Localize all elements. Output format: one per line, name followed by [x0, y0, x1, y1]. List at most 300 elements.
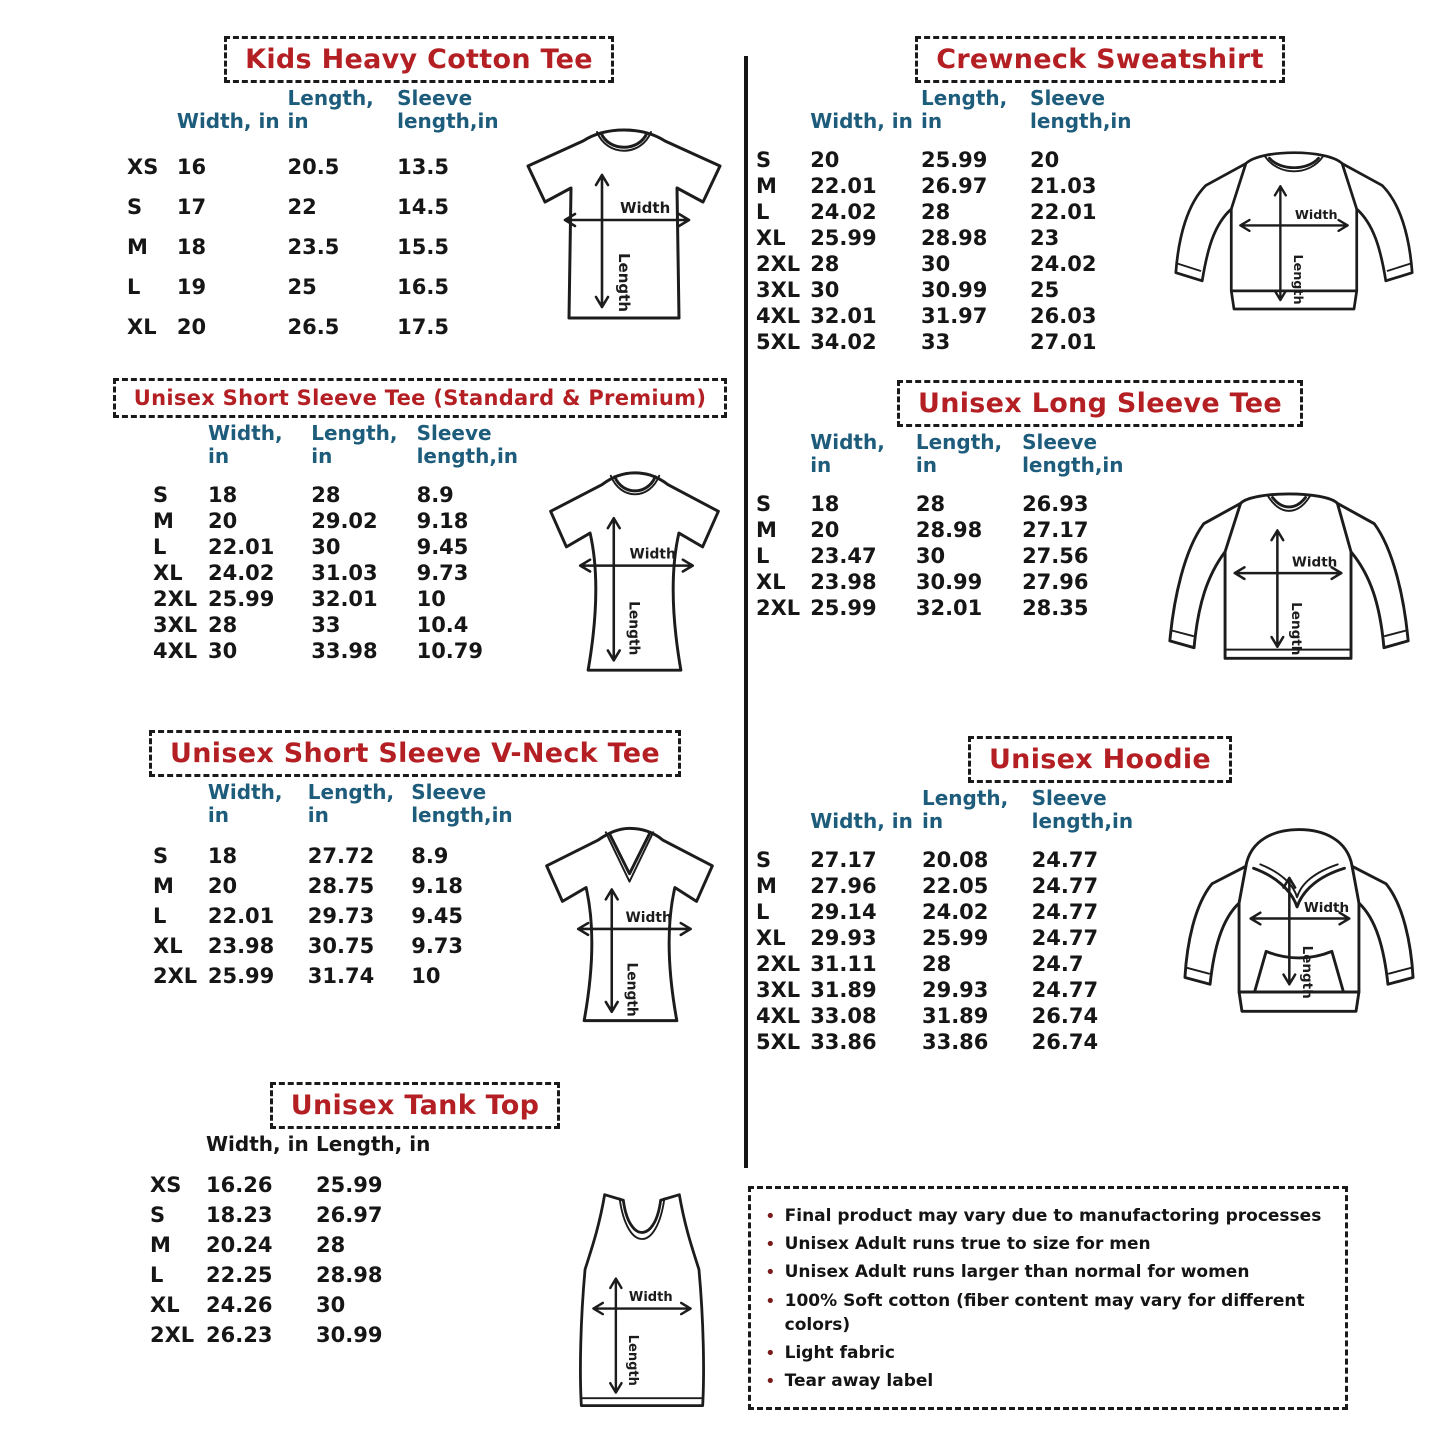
length-value: 26.97 — [316, 1203, 383, 1227]
section-title: Unisex Long Sleeve Tee — [918, 388, 1282, 419]
crewneck-size-table — [756, 87, 1144, 355]
col-header-width: Width, in — [810, 809, 913, 833]
width-value: 23.98 — [207, 934, 275, 958]
size-label: 2XL — [150, 1323, 195, 1347]
width-value: 20 — [810, 148, 840, 172]
width-value: 29.14 — [810, 900, 877, 924]
tank-top-diagram — [558, 1185, 726, 1419]
length-label: Length — [1291, 254, 1306, 305]
sleeve-value: 27.96 — [1022, 570, 1089, 594]
sleeve-value: 24.77 — [1031, 874, 1099, 898]
sleeve-value: 25 — [1030, 278, 1060, 302]
section-title-box — [113, 378, 728, 418]
size-label: XL — [153, 561, 183, 585]
width-value: 26.23 — [206, 1323, 273, 1347]
sleeve-value: 9.18 — [416, 509, 469, 533]
size-row — [153, 931, 517, 961]
bullet-icon: • — [765, 1371, 776, 1393]
sleeve-value: 24.77 — [1031, 926, 1099, 950]
length-value: 31.89 — [921, 1004, 989, 1028]
length-value: 30 — [920, 252, 951, 276]
size-row — [756, 925, 1146, 951]
col-header-sleeve: Sleeve length,in — [1031, 786, 1134, 833]
width-value: 32.01 — [810, 304, 877, 328]
length-value: 22 — [287, 195, 317, 219]
col-header-sleeve: Sleeve length,in — [1022, 430, 1124, 477]
length-label: Length — [1287, 602, 1304, 656]
sleeve-value: 16.5 — [397, 275, 449, 299]
size-row — [756, 303, 1144, 329]
length-value: 32.01 — [311, 587, 378, 611]
sleeve-value: 26.74 — [1031, 1004, 1099, 1028]
size-row — [756, 569, 1134, 595]
kids-tee-diagram — [507, 125, 743, 329]
width-value: 33.08 — [810, 1004, 877, 1028]
size-row — [153, 508, 523, 534]
length-value: 33 — [920, 330, 951, 354]
size-row — [756, 977, 1146, 1003]
note-text: Tear away label — [784, 1371, 934, 1392]
size-label: M — [127, 235, 148, 259]
size-row — [756, 173, 1144, 199]
size-label: XL — [153, 934, 183, 958]
width-value: 18 — [810, 492, 840, 516]
bullet-icon: • — [765, 1234, 776, 1256]
length-value: 30 — [915, 544, 946, 568]
section-unisex-vneck-tee — [95, 730, 735, 1031]
length-value: 28.75 — [307, 874, 375, 898]
width-value: 20 — [176, 315, 207, 339]
col-header-sleeve: Sleeve length,in — [416, 421, 519, 468]
sleeve-value: 9.18 — [411, 874, 464, 898]
size-label: 2XL — [756, 596, 801, 620]
size-row — [153, 901, 517, 931]
width-value: 20.24 — [206, 1233, 273, 1257]
width-value: 16 — [176, 155, 207, 179]
size-label: 4XL — [756, 304, 801, 328]
size-label: 3XL — [756, 978, 801, 1002]
length-value: 28.98 — [316, 1263, 383, 1287]
size-label: 5XL — [756, 1030, 801, 1054]
length-value: 23.5 — [287, 235, 340, 259]
sleeve-value: 27.01 — [1030, 330, 1097, 354]
section-title: Unisex Short Sleeve Tee (Standard & Premium) — [133, 386, 707, 410]
size-row — [153, 961, 517, 991]
size-row — [153, 586, 523, 612]
length-value: 30.75 — [307, 934, 375, 958]
section-title: Kids Heavy Cotton Tee — [245, 44, 593, 75]
width-value: 27.17 — [810, 848, 877, 872]
length-value: 29.02 — [311, 509, 378, 533]
size-row — [153, 841, 517, 871]
size-row — [756, 1029, 1146, 1055]
note-item — [765, 1369, 1331, 1394]
size-label: L — [153, 535, 167, 559]
size-row — [756, 251, 1144, 277]
size-row — [756, 899, 1146, 925]
width-value: 27.96 — [810, 874, 877, 898]
length-value: 28 — [921, 952, 952, 976]
section-title: Unisex Hoodie — [988, 744, 1212, 775]
col-header-length: Length, in — [915, 430, 1003, 477]
size-row — [756, 199, 1144, 225]
length-value: 33 — [311, 613, 341, 637]
col-header-size — [756, 87, 810, 147]
width-label: Width — [1294, 207, 1338, 223]
width-value: 29.93 — [810, 926, 877, 950]
size-row — [756, 873, 1146, 899]
size-row — [756, 225, 1144, 251]
bullet-icon: • — [765, 1206, 776, 1227]
length-value: 30.99 — [316, 1323, 383, 1347]
size-label: M — [153, 509, 174, 533]
size-label: S — [153, 844, 169, 868]
section-title-box — [270, 1082, 561, 1129]
section-title-box — [897, 380, 1303, 427]
width-label: Width — [620, 199, 671, 217]
hoodie-size-table — [756, 787, 1146, 1055]
length-value: 29.73 — [307, 904, 375, 928]
col-header-size — [153, 422, 208, 482]
width-label: Width — [629, 546, 676, 563]
size-label: S — [150, 1203, 166, 1227]
section-title-box — [968, 736, 1232, 783]
section-title: Unisex Tank Top — [290, 1090, 540, 1121]
length-value: 28 — [915, 492, 946, 516]
length-label: Length — [1298, 945, 1315, 999]
section-crewneck-sweatshirt — [756, 36, 1444, 355]
size-row — [150, 1170, 466, 1200]
size-label: M — [756, 874, 777, 898]
length-value: 28 — [311, 483, 341, 507]
size-row — [756, 595, 1134, 621]
sleeve-value: 9.45 — [416, 535, 469, 559]
notes-list — [765, 1204, 1331, 1394]
width-value: 20 — [810, 518, 840, 542]
width-value: 22.01 — [207, 904, 275, 928]
length-value: 33.98 — [311, 639, 378, 663]
size-row — [150, 1200, 466, 1230]
width-value: 22.01 — [207, 535, 275, 559]
col-header-size — [153, 781, 208, 841]
sleeve-value: 10.4 — [416, 613, 469, 637]
size-row — [127, 147, 505, 187]
col-header-size — [756, 431, 810, 491]
size-row — [756, 543, 1134, 569]
sleeve-value: 20 — [1030, 148, 1060, 172]
length-value: 30 — [311, 535, 341, 559]
section-title-box — [224, 36, 614, 83]
sleeve-value: 27.56 — [1022, 544, 1089, 568]
size-row — [127, 267, 505, 307]
length-value: 29.93 — [921, 978, 989, 1002]
col-header-width: Width, in — [206, 1132, 309, 1156]
size-row — [150, 1260, 466, 1290]
length-value: 26.97 — [920, 174, 988, 198]
size-label: 2XL — [153, 587, 198, 611]
width-value: 23.98 — [810, 570, 877, 594]
sleeve-value: 9.73 — [416, 561, 469, 585]
bullet-icon: • — [765, 1290, 776, 1312]
womens-tee-diagram — [523, 466, 745, 680]
size-label: XL — [756, 926, 786, 950]
length-value: 30 — [316, 1293, 346, 1317]
note-text: Light fabric — [784, 1342, 895, 1363]
length-label: Length — [625, 601, 642, 656]
width-value: 24.26 — [206, 1293, 273, 1317]
length-value: 22.05 — [921, 874, 989, 898]
sleeve-value: 10 — [416, 587, 446, 611]
size-label: L — [756, 544, 770, 568]
size-row — [150, 1290, 466, 1320]
sleeve-value: 10 — [411, 964, 441, 988]
note-text: 100% Soft cotton (fiber content may vary for different colors) — [784, 1290, 1305, 1336]
section-unisex-tank-top — [95, 1082, 735, 1419]
width-value: 25.99 — [207, 587, 275, 611]
sleeve-value: 9.45 — [411, 904, 464, 928]
sleeve-value: 24.77 — [1031, 900, 1099, 924]
length-value: 25.99 — [316, 1173, 383, 1197]
size-row — [756, 847, 1146, 873]
size-row — [153, 612, 523, 638]
length-value: 31.74 — [307, 964, 375, 988]
width-value: 24.02 — [207, 561, 275, 585]
length-value: 26.5 — [287, 315, 340, 339]
width-value: 28 — [810, 252, 840, 276]
length-value: 28 — [920, 200, 951, 224]
col-header-width: Width, in — [207, 421, 283, 468]
sleeve-value: 26.03 — [1030, 304, 1097, 328]
size-label: M — [756, 518, 777, 542]
width-value: 25.99 — [810, 596, 877, 620]
section-title-box — [915, 36, 1285, 83]
length-label: Length — [615, 253, 633, 312]
section-title: Unisex Short Sleeve V-Neck Tee — [170, 738, 660, 769]
col-header-length: Length, in — [311, 421, 398, 468]
short-sleeve-size-table — [153, 422, 523, 664]
sleeve-value: 8.9 — [416, 483, 454, 507]
width-value: 33.86 — [810, 1030, 877, 1054]
width-value: 20 — [207, 874, 238, 898]
sleeve-value: 26.74 — [1031, 1030, 1099, 1054]
width-value: 30 — [207, 639, 238, 663]
length-value: 30.99 — [915, 570, 983, 594]
col-header-sleeve: Sleeve length,in — [411, 780, 513, 827]
width-value: 18 — [207, 844, 238, 868]
col-header-size — [127, 87, 177, 147]
width-value: 34.02 — [810, 330, 877, 354]
sleeve-value: 26.93 — [1022, 492, 1089, 516]
col-header-width: Width, in — [176, 109, 280, 133]
length-value: 20.5 — [287, 155, 340, 179]
length-value: 25 — [287, 275, 317, 299]
note-item — [765, 1341, 1331, 1366]
length-value: 31.03 — [311, 561, 378, 585]
section-unisex-short-sleeve-tee — [95, 378, 745, 680]
note-item — [765, 1232, 1331, 1257]
size-label: 3XL — [756, 278, 801, 302]
width-value: 17 — [176, 195, 207, 219]
size-label: XL — [756, 226, 786, 250]
size-row — [150, 1230, 466, 1260]
size-label: M — [153, 874, 174, 898]
col-header-size — [756, 787, 810, 847]
size-row — [153, 871, 517, 901]
kids-tee-size-table — [127, 87, 505, 347]
size-label: M — [150, 1233, 171, 1257]
sleeve-value: 17.5 — [397, 315, 449, 339]
hoodie-diagram — [1154, 815, 1444, 1053]
size-label: XL — [756, 570, 786, 594]
width-value: 28 — [207, 613, 238, 637]
sleeve-value: 13.5 — [397, 155, 449, 179]
long-sleeve-size-table — [756, 431, 1134, 621]
size-row — [153, 560, 523, 586]
section-unisex-hoodie — [756, 736, 1444, 1055]
size-label: M — [756, 174, 777, 198]
sleeve-value: 23 — [1030, 226, 1060, 250]
size-row — [756, 329, 1144, 355]
length-value: 28.98 — [920, 226, 988, 250]
size-row — [756, 951, 1146, 977]
size-label: S — [756, 848, 772, 872]
size-row — [153, 638, 523, 664]
size-row — [127, 307, 505, 347]
section-title-box — [149, 730, 681, 777]
width-value: 31.11 — [810, 952, 877, 976]
sleeve-value: 21.03 — [1030, 174, 1097, 198]
width-value: 24.02 — [810, 200, 877, 224]
col-header-width: Width, in — [207, 780, 283, 827]
size-label: S — [127, 195, 143, 219]
sleeve-value: 15.5 — [397, 235, 449, 259]
col-header-length: Length, in — [307, 780, 395, 827]
width-value: 19 — [176, 275, 207, 299]
size-label: XL — [127, 315, 157, 339]
section-kids-heavy-cotton-tee — [95, 36, 743, 347]
width-value: 18 — [207, 483, 238, 507]
note-text: Unisex Adult runs true to size for men — [784, 1234, 1151, 1255]
length-value: 30.99 — [920, 278, 988, 302]
width-label: Width — [625, 910, 672, 927]
size-label: 2XL — [756, 252, 801, 276]
size-row — [756, 1003, 1146, 1029]
size-label: 2XL — [153, 964, 198, 988]
section-unisex-long-sleeve-tee — [756, 380, 1444, 677]
section-title: Crewneck Sweatshirt — [936, 44, 1264, 75]
product-notes-box — [748, 1186, 1348, 1410]
length-value: 32.01 — [915, 596, 983, 620]
size-row — [127, 187, 505, 227]
note-item — [765, 1260, 1331, 1285]
size-row — [153, 482, 523, 508]
sleeve-value: 8.9 — [411, 844, 449, 868]
vneck-size-table — [153, 781, 517, 991]
length-value: 28.98 — [915, 518, 983, 542]
bullet-icon: • — [765, 1262, 776, 1284]
size-label: S — [756, 492, 772, 516]
sleeve-value: 22.01 — [1030, 200, 1097, 224]
width-value: 31.89 — [810, 978, 877, 1002]
col-header-length: Length, in — [287, 86, 374, 133]
col-header-size — [150, 1133, 206, 1170]
width-label: Width — [628, 1290, 673, 1306]
col-header-length: Length, in — [920, 86, 1008, 133]
long-sleeve-tee-diagram — [1134, 475, 1444, 677]
size-label: 3XL — [153, 613, 198, 637]
size-label: XL — [150, 1293, 180, 1317]
sleeve-value: 27.17 — [1022, 518, 1089, 542]
sleeve-value: 10.79 — [416, 639, 484, 663]
size-label: S — [756, 148, 772, 172]
width-value: 20 — [207, 509, 238, 533]
width-value: 16.26 — [206, 1173, 273, 1197]
size-label: XS — [150, 1173, 182, 1197]
size-label: L — [150, 1263, 164, 1287]
size-label: L — [153, 904, 167, 928]
sleeve-value: 14.5 — [397, 195, 449, 219]
length-value: 25.99 — [921, 926, 989, 950]
col-header-sleeve: Sleeve length,in — [397, 86, 499, 133]
size-row — [756, 517, 1134, 543]
width-value: 23.47 — [810, 544, 877, 568]
size-label: 4XL — [756, 1004, 801, 1028]
col-header-length: Length, in — [921, 786, 1009, 833]
length-label: Length — [624, 1334, 640, 1386]
length-value: 20.08 — [921, 848, 989, 872]
size-label: XS — [127, 155, 159, 179]
sleeve-value: 24.7 — [1031, 952, 1084, 976]
size-label: 4XL — [153, 639, 198, 663]
sleeve-value: 9.73 — [411, 934, 464, 958]
col-header-sleeve: Sleeve length,in — [1030, 86, 1132, 133]
col-header-width: Width, in — [810, 109, 913, 133]
length-value: 27.72 — [307, 844, 375, 868]
bullet-icon: • — [765, 1342, 776, 1364]
sleeve-value: 24.02 — [1030, 252, 1097, 276]
size-row — [756, 491, 1134, 517]
col-header-length: Length, in — [316, 1132, 431, 1156]
length-label: Length — [623, 962, 640, 1017]
sleeve-value: 24.77 — [1031, 848, 1099, 872]
note-item — [765, 1289, 1331, 1338]
length-value: 28 — [316, 1233, 346, 1257]
size-row — [756, 147, 1144, 173]
length-value: 33.86 — [921, 1030, 989, 1054]
size-row — [150, 1320, 466, 1350]
width-value: 22.01 — [810, 174, 877, 198]
size-row — [153, 534, 523, 560]
width-value: 30 — [810, 278, 840, 302]
length-value: 25.99 — [920, 148, 988, 172]
sleeve-value: 24.77 — [1031, 978, 1099, 1002]
width-label: Width — [1303, 899, 1350, 916]
size-label: L — [756, 900, 770, 924]
size-row — [756, 277, 1144, 303]
size-label: 5XL — [756, 330, 801, 354]
crewneck-diagram — [1144, 127, 1444, 332]
note-text: Unisex Adult runs larger than normal for women — [784, 1262, 1250, 1283]
size-label: L — [127, 275, 141, 299]
width-label: Width — [1291, 554, 1338, 571]
width-value: 25.99 — [207, 964, 275, 988]
width-value: 18.23 — [206, 1203, 273, 1227]
size-label: 2XL — [756, 952, 801, 976]
vneck-tee-diagram — [523, 821, 735, 1031]
note-text: Final product may vary due to manufactoring processes — [784, 1206, 1322, 1226]
width-value: 25.99 — [810, 226, 877, 250]
size-row — [127, 227, 505, 267]
